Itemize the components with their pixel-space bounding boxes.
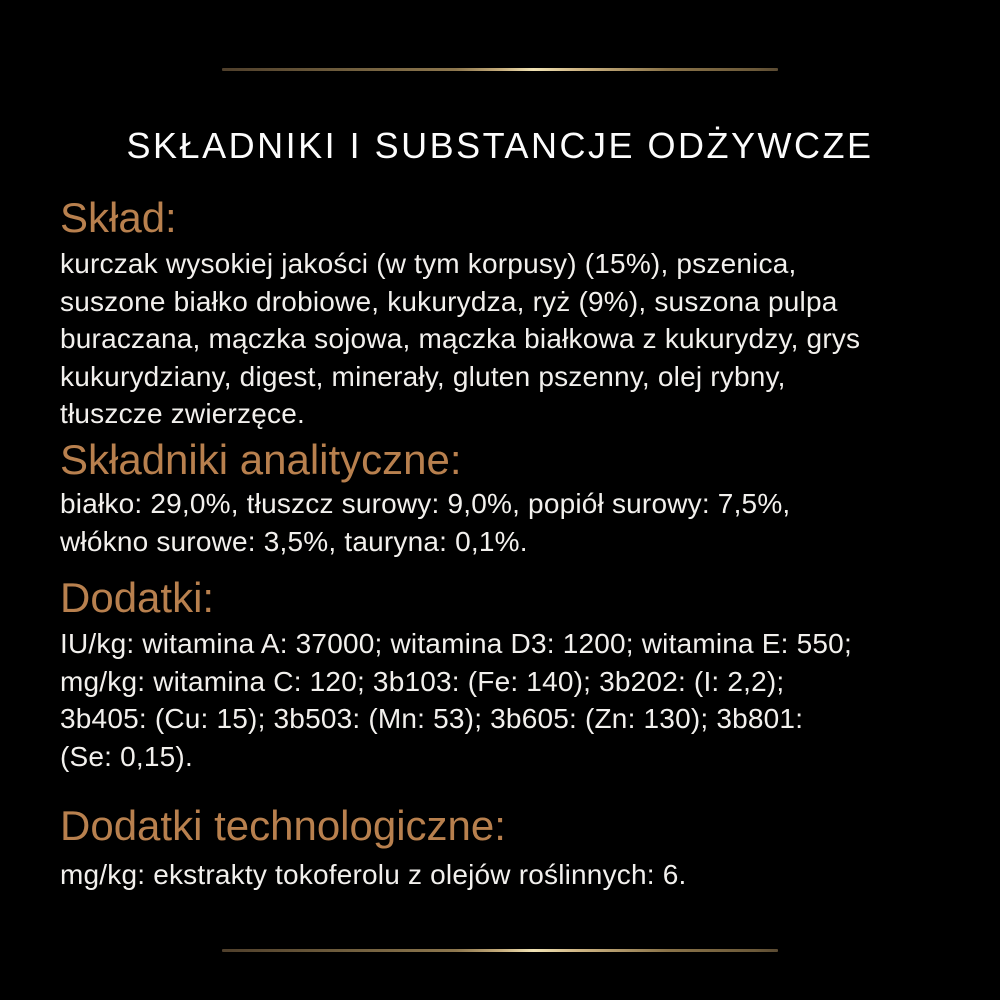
body-line: 3b405: (Cu: 15); 3b503: (Mn: 53); 3b605: (Zn: 130); 3b801: [60,703,804,734]
section-heading-skladniki-analityczne: Składniki analityczne: [60,436,462,483]
body-line: kurczak wysokiej jakości (w tym korpusy) (15%), pszenica, [60,248,797,279]
section-body-dodatki [60,625,852,775]
body-line: (Se: 0,15). [60,740,193,772]
body-line: kukurydziany, digest, minerały, gluten pszenny, olej rybny, [60,360,786,392]
body-line: suszone białko drobiowe, kukurydza, ryż (9%), suszona pulpa [60,285,838,317]
section-body-sklad [60,245,860,433]
section-heading-dodatki: Dodatki: [60,574,215,621]
body-line: włókno surowe: 3,5%, tauryna: 0,1%. [60,525,528,557]
body-line: białko: 29,0%, tłuszcz surowy: 9,0%, popiół surowy: 7,5%, [60,488,791,519]
top-divider-line [222,68,778,71]
body-line: mg/kg: ekstrakty tokoferolu z olejów roślinnych: 6. [60,859,687,890]
body-line: buraczana, mączka sojowa, mączka białkowa z kukurydzy, grys [60,323,861,354]
section-heading-dodatki-technologiczne: Dodatki technologiczne: [60,802,506,849]
section-heading-sklad: Skład: [60,194,177,241]
bottom-divider-line [222,949,778,952]
page-title: SKŁADNIKI I SUBSTANCJE ODŻYWCZE [126,125,874,166]
section-body-dodatki-technologiczne [60,856,686,894]
body-line: mg/kg: witamina C: 120; 3b103: (Fe: 140); 3b202: (I: 2,2); [60,665,785,697]
body-line: tłuszcze zwierzęce. [60,398,305,429]
body-line: IU/kg: witamina A: 37000; witamina D3: 1200; witamina E: 550; [60,628,852,659]
section-body-skladniki-analityczne [60,485,790,560]
